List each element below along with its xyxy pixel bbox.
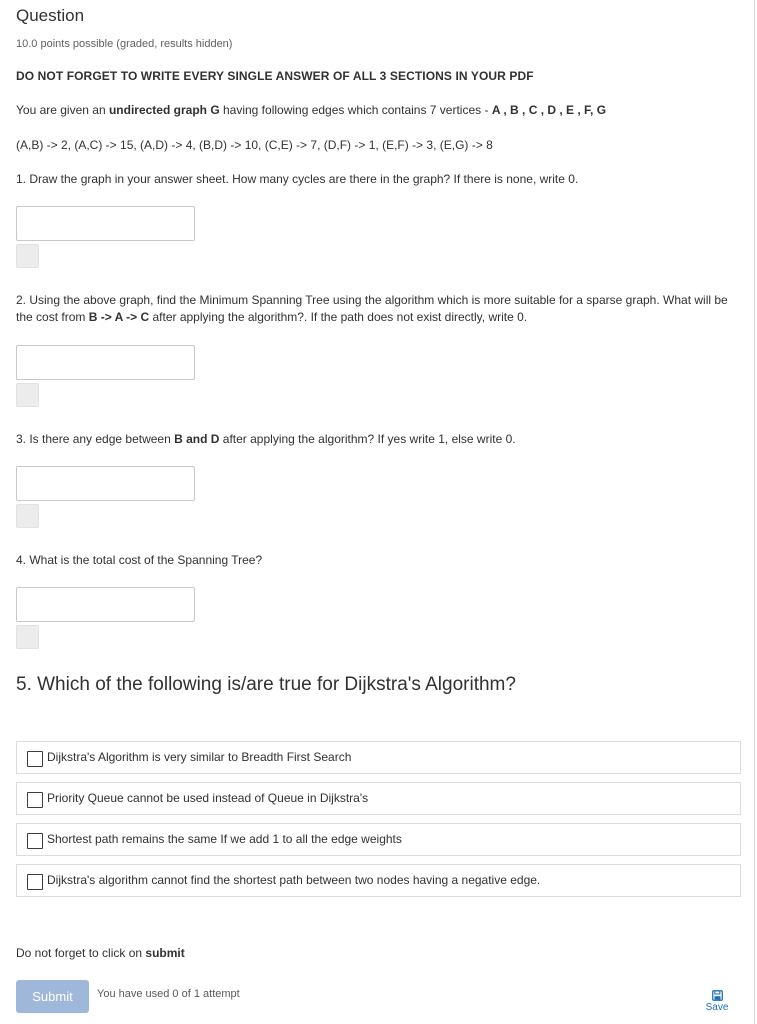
choice-2[interactable] xyxy=(16,782,741,815)
checkbox-4[interactable] xyxy=(27,874,43,890)
save-button[interactable] xyxy=(700,990,734,1013)
choice-3[interactable] xyxy=(16,823,741,856)
question-2-text xyxy=(16,292,738,326)
submit-reminder-prefix: Do not forget to click on xyxy=(16,946,146,960)
answer-field-4[interactable] xyxy=(17,588,194,621)
problem-title: Question xyxy=(16,6,85,25)
intro-bold: undirected graph G xyxy=(108,103,220,117)
q2-suffix: after applying the algorithm?. If the path does not exist directly, write 0. xyxy=(149,310,528,324)
choice-label-3[interactable]: Shortest path remains the same If we add 1 to all the edge weights xyxy=(47,832,402,846)
choice-label-1[interactable]: Dijkstra's Algorithm is very similar to Breadth First Search xyxy=(47,750,352,764)
q3-bold: B and D xyxy=(174,432,220,446)
points-info: 10.0 points possible (graded, results hidden) xyxy=(16,38,233,50)
answer-field-3[interactable] xyxy=(17,467,194,500)
save-label[interactable]: Save xyxy=(705,1002,729,1013)
choice-1[interactable] xyxy=(16,741,741,774)
q3-prefix: 3. Is there any edge between xyxy=(16,432,175,446)
answer-input-2[interactable] xyxy=(16,345,195,380)
q2-bold: B -> A -> C xyxy=(88,310,150,324)
graph-intro xyxy=(16,102,606,119)
question-5-title: 5. Which of the following is/are true for Dijkstra's Algorithm? xyxy=(16,674,516,695)
intro-prefix: You are given an xyxy=(16,103,109,117)
answer-status-3 xyxy=(16,504,39,528)
answer-input-1[interactable] xyxy=(16,206,195,241)
submit-reminder xyxy=(16,946,185,960)
answer-status-4 xyxy=(16,625,39,649)
answer-field-1[interactable] xyxy=(17,207,194,240)
warning-text: DO NOT FORGET TO WRITE EVERY SINGLE ANSWER OF ALL 3 SECTIONS IN YOUR PDF xyxy=(16,69,534,83)
question-3-text xyxy=(16,431,516,448)
submit-button[interactable]: Submit xyxy=(16,980,89,1013)
question-1-text: 1. Draw the graph in your answer sheet. How many cycles are there in the graph? If there is none, write 0. xyxy=(16,172,579,186)
intro-mid: having following edges which contains 7 vertices - xyxy=(219,103,492,117)
answer-input-3[interactable] xyxy=(16,466,195,501)
edge-list: (A,B) -> 2, (A,C) -> 15, (A,D) -> 4, (B,D) -> 10, (C,E) -> 7, (D,F) -> 1, (E,F) -> 3, (E,G) -> 8 xyxy=(16,138,493,152)
question-4-text: 4. What is the total cost of the Spanning Tree? xyxy=(16,553,263,567)
answer-status-1 xyxy=(16,244,39,268)
attempts-info: You have used 0 of 1 attempt xyxy=(97,988,240,1000)
answer-input-4[interactable] xyxy=(16,587,195,622)
intro-vertices: A , B , C , D , E , F, G xyxy=(491,103,607,117)
floppy-disk-icon xyxy=(712,990,723,1001)
choice-label-2[interactable]: Priority Queue cannot be used instead of Queue in Dijkstra's xyxy=(47,791,369,805)
choice-4[interactable] xyxy=(16,864,741,897)
checkbox-3[interactable] xyxy=(27,833,43,849)
q2-prefix: 2. Using the above graph, find the Minimum Spanning Tree using the algorithm which is more suitable for a sparse graph. What will be the cost from xyxy=(16,293,728,324)
checkbox-1[interactable] xyxy=(27,751,43,767)
submit-reminder-bold: submit xyxy=(145,946,185,960)
checkbox-2[interactable] xyxy=(27,792,43,808)
answer-status-2 xyxy=(16,383,39,407)
q3-suffix: after applying the algorithm? If yes write 1, else write 0. xyxy=(219,432,516,446)
choice-label-4[interactable]: Dijkstra's algorithm cannot find the shortest path between two nodes having a negative edge. xyxy=(47,873,541,887)
answer-field-2[interactable] xyxy=(17,346,194,379)
